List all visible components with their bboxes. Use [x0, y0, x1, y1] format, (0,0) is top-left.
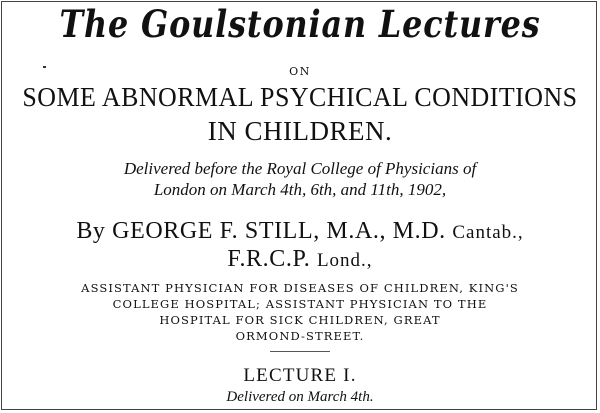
- author-name: GEORGE F. STILL, M.A., M.D.: [105, 218, 453, 244]
- author-credentials-line: [0, 246, 600, 273]
- lecture-delivered-date: Delivered on March 4th.: [226, 389, 374, 405]
- page-border: [1, 1, 597, 410]
- lond-label: Lond.,: [316, 250, 373, 271]
- lecture-heading: LECTURE I.: [243, 365, 357, 386]
- by-prefix: By: [76, 218, 106, 244]
- cantab-label: Cantab.,: [452, 222, 524, 243]
- lecture-title-line-2: IN CHILDREN.: [207, 116, 393, 146]
- position-line-2: COLLEGE HOSPITAL; ASSISTANT PHYSICIAN TO THE: [112, 297, 488, 311]
- position-line-4: ORMOND-STREET.: [235, 329, 365, 343]
- delivery-line-1: Delivered before the Royal College of Physicians of: [123, 159, 477, 178]
- on-label: ON: [289, 65, 311, 78]
- series-title: The Goulstonian Lectures: [59, 2, 541, 46]
- position-line-1: ASSISTANT PHYSICIAN FOR DISEASES OF CHILDREN, KING'S: [81, 281, 519, 295]
- delivery-line-2: London on March 4th, 6th, and 11th, 1902,: [153, 180, 447, 199]
- position-line-3: HOSPITAL FOR SICK CHILDREN, GREAT: [159, 313, 441, 327]
- lecture-title-line-1: SOME ABNORMAL PSYCHICAL CONDITIONS: [22, 82, 578, 112]
- author-line: [0, 218, 600, 245]
- section-divider: [270, 351, 330, 352]
- frcp-label: F.R.C.P.: [227, 246, 317, 272]
